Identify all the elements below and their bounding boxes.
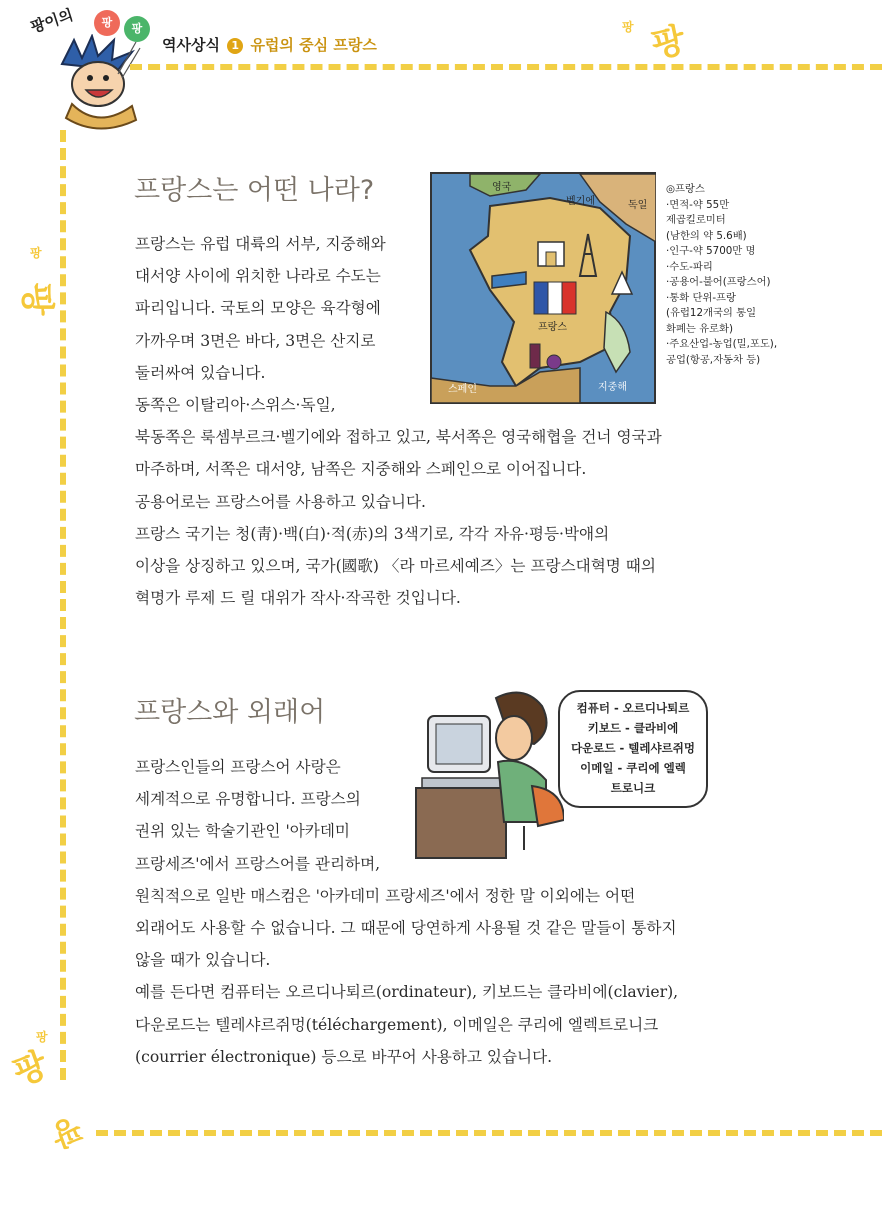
flag-blue-band (534, 282, 548, 314)
bubble-line: 컴퓨터 - 오르디나퇴르 (576, 701, 690, 715)
pang-small-left-2: 팡 (36, 1030, 48, 1044)
text-line: 동쪽은 이탈리아·스위스·독일, (135, 396, 336, 415)
note-line: 제곱킬로미터 (666, 214, 726, 226)
grapes-icon (547, 355, 561, 369)
section-title-france: 프랑스는 어떤 나라? (134, 175, 375, 206)
text-line: 프랑스인들의 프랑스어 사랑은 (135, 758, 341, 776)
header-title (162, 34, 377, 55)
france-map-illustration (430, 172, 656, 404)
text-line: 가까우며 3면은 바다, 3면은 산지로 (135, 331, 376, 350)
mascot-boy-illustration (52, 34, 148, 134)
text-line: 예를 든다면 컴퓨터는 오르디나퇴르(ordinateur), 키보드는 클라비에(clavier), (135, 983, 679, 1002)
brand-balloon-red: 팡 (94, 10, 120, 36)
keyboard-icon (422, 778, 500, 788)
text-line: 공용어로는 프랑스어를 사용하고 있습니다. (135, 492, 426, 511)
text-line: 외래어도 사용할 수 없습니다. 그 때문에 당연하게 사용될 것 같은 말들이 통하지 (135, 919, 677, 938)
text-line: 프랑스 국기는 청(靑)·백(白)·적(赤)의 3색기로, 각각 자유·평등·박애의 (135, 524, 610, 543)
map-label-uk: 영국 (492, 182, 512, 193)
desk-icon (416, 788, 506, 858)
france-map-figure (430, 172, 788, 404)
text-line: 파리입니다. 국토의 모양은 육각형에 (135, 299, 381, 318)
bottom-dashed-border (96, 1130, 882, 1136)
section-title-loanwords: 프랑스와 외래어 (134, 697, 326, 728)
flag-white-band (548, 282, 562, 314)
note-line: (남한의 약 5.6배) (666, 229, 747, 242)
text-line: (courrier électronique) 등으로 바꾸어 사용하고 있습니다. (135, 1047, 553, 1066)
pang-small-left-1: 팡 (30, 246, 42, 260)
map-label-france: 프랑스 (538, 322, 567, 333)
top-dashed-border (130, 64, 882, 70)
bubble-line: 다운로드 - 텔레샤르쥐멍 (571, 741, 695, 755)
text-line: 대서양 사이에 위치한 나라로 수도는 (135, 267, 381, 286)
bubble-line: 트로니크 (610, 781, 656, 795)
text-line: 이상을 상징하고 있으며, 국가(國歌) 〈라 마르세예즈〉는 프랑스대혁명 때의 (135, 557, 656, 576)
text-line: 다운로드는 텔레샤르쥐멍(téléchargement), 이메일은 쿠리에 엘렉트로니크 (135, 1015, 659, 1034)
speech-bubble (558, 690, 708, 808)
text-line: 북동쪽은 룩셈부르크·벨기에와 접하고 있고, 북서쪽은 영국해협을 건너 영국과 (135, 428, 662, 447)
bubble-line: 키보드 - 클라비에 (587, 721, 679, 735)
note-line: ·통화 단위-프랑 (666, 291, 736, 304)
left-dashed-border (60, 130, 66, 1080)
text-line: 않을 때가 있습니다. (135, 951, 271, 970)
map-notes (666, 182, 777, 368)
brand-balloon-green: 팡 (124, 16, 150, 42)
note-line: ·인구-약 5700만 명 (666, 245, 756, 257)
chapter-number-badge: 1 (227, 38, 243, 54)
map-label-spain: 스페인 (448, 384, 477, 395)
note-line: ◎프랑스 (666, 183, 705, 195)
text-line: 둘러싸여 있습니다. (135, 363, 266, 382)
note-line: 공업(항공,자동차 등) (666, 353, 761, 366)
pang-stamp-top: 팡 (648, 20, 689, 66)
brand-prefix: 팡이의 (28, 5, 76, 37)
note-line: ·수도-파리 (666, 260, 713, 273)
note-line: ·면적-약 55만 (666, 198, 730, 211)
text-line: 권위 있는 학술기관인 '아카데미 (135, 822, 350, 841)
map-label-mediterranean: 지중해 (598, 382, 627, 393)
text-line: 마주하며, 서쪽은 대서양, 남쪽은 지중해와 스페인으로 이어집니다. (135, 460, 587, 479)
pang-stamp-left-2: 팡 (8, 1044, 53, 1094)
pang-small-top: 팡 (622, 20, 634, 34)
bubble-line: 이메일 - 쿠리에 엘렉 (580, 761, 686, 775)
header-chapter-title: 유럽의 중심 프랑스 (250, 36, 377, 54)
text-line: 프랑스는 유럽 대륙의 서부, 지중해와 (135, 235, 386, 253)
note-line: ·공용어-불어(프랑스어) (666, 276, 771, 288)
pang-stamp-left-3: 팡 (47, 1110, 87, 1153)
text-line: 프랑세즈'에서 프랑스어를 관리하며, (135, 854, 381, 873)
flag-red-band (562, 282, 576, 314)
note-line: 화폐는 유로화) (666, 322, 733, 335)
map-label-belgium: 벨기에 (566, 196, 595, 207)
map-label-germany: 독일 (628, 200, 648, 211)
text-line: 원칙적으로 일반 매스컴은 '아카데미 프랑세즈'에서 정한 말 이외에는 어떤 (135, 886, 636, 905)
wine-bottle-icon (530, 344, 540, 368)
text-line: 혁명가 루제 드 릴 대위가 작사·작곡한 것입니다. (135, 589, 461, 608)
computer-user-illustration (414, 690, 564, 860)
note-line: ·주요산업-농업(밀,포도), (666, 338, 778, 350)
note-line: (유럽12개국의 통일 (666, 307, 757, 319)
header-category: 역사상식 (162, 36, 220, 54)
text-line: 세계적으로 유명합니다. 프랑스의 (135, 790, 361, 809)
pang-stamp-left-1: 팡 (16, 282, 57, 316)
